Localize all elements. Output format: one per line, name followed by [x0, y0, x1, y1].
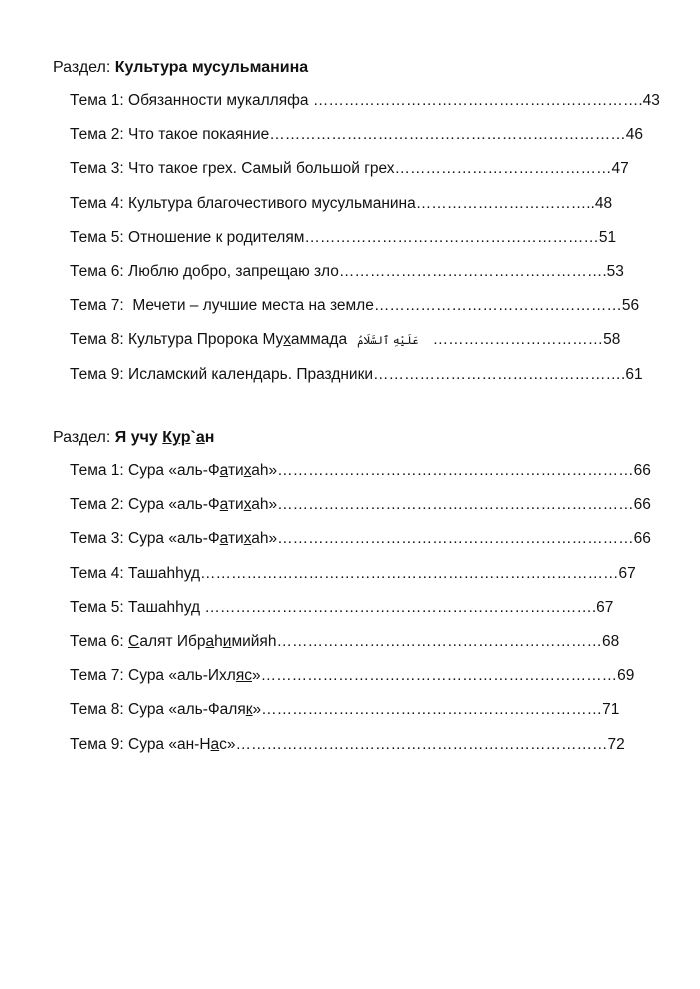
- toc-dot-leader: …………………………………………………: [304, 228, 599, 246]
- toc-topic-number: Тема 9: [70, 735, 120, 753]
- toc-title-part: Сура «аль-Фаля: [128, 701, 246, 719]
- toc-dot-leader: ……………………………………………………………: [277, 530, 634, 548]
- toc-title-part: Культура благочестивого мусульманина: [128, 194, 416, 212]
- toc-separator: :: [119, 530, 129, 548]
- toc-title-part: Сура «ан-Н: [128, 735, 211, 753]
- section-title-part: Я учу: [114, 429, 163, 446]
- toc-dot-leader: ……………………………: [432, 331, 604, 349]
- toc-dot-leader: ……………………………………: [394, 160, 612, 178]
- toc-dot-leader: …………………………………………: [373, 297, 622, 315]
- toc-separator: :: [119, 667, 129, 685]
- toc-topic-number: Тема 6: [70, 262, 120, 280]
- toc-entry[interactable]: [70, 563, 700, 597]
- toc-page-number: 69: [617, 667, 635, 685]
- toc-topic-number: Тема 7: [70, 667, 120, 685]
- toc-title-part: х: [243, 462, 252, 479]
- toc-separator: :: [119, 194, 129, 212]
- toc-entry[interactable]: [70, 631, 700, 665]
- toc-page-number: 56: [621, 297, 640, 315]
- toc-page-number: 66: [633, 462, 651, 479]
- toc-dot-leader: ………………………………………………………………: [235, 735, 608, 753]
- toc-separator: :: [119, 496, 129, 514]
- toc-dot-leader: ……………………………………………………….: [312, 92, 643, 109]
- toc-topic-number: Тема 2: [70, 496, 120, 514]
- toc-title-part: ти: [227, 496, 244, 514]
- toc-title-part: С: [128, 632, 140, 650]
- toc-separator: :: [119, 462, 129, 479]
- toc-separator: :: [119, 331, 129, 349]
- section-title: [115, 59, 308, 76]
- toc-separator: :: [119, 160, 129, 178]
- toc-dot-leader: ……………………………………………………………: [260, 667, 618, 685]
- toc-dot-leader: ……………………………..: [415, 194, 595, 212]
- toc-topic-number: Тема 4: [70, 194, 120, 212]
- toc-topic-number: Тема 8: [70, 701, 120, 719]
- toc-title-part: Что такое грех. Самый большой грех: [128, 160, 395, 178]
- toc-topic-number: Тема 9: [70, 365, 120, 383]
- toc-separator: :: [119, 598, 129, 616]
- toc-title-part: с»: [219, 735, 236, 753]
- toc-entry[interactable]: [70, 665, 700, 699]
- toc-entry[interactable]: [70, 124, 700, 158]
- section-label: Раздел:: [53, 429, 115, 446]
- toc-topic-number: Тема 2: [70, 126, 120, 144]
- toc-title-part: Сура «аль-Ф: [128, 530, 220, 548]
- toc-title-part: алят Ибр: [139, 632, 206, 650]
- toc-title-part: х: [283, 331, 291, 349]
- section-title-part: Кур: [162, 429, 191, 446]
- toc-page-number: 71: [602, 701, 620, 719]
- toc-title-part: Люблю добро, запрещаю зло: [128, 262, 339, 280]
- toc-title-part: »: [251, 667, 261, 685]
- toc-separator: :: [119, 564, 129, 582]
- toc-entry[interactable]: [70, 528, 700, 562]
- toc-topic-number: Тема 4: [70, 564, 120, 582]
- section-title-part: а: [195, 429, 205, 446]
- toc-dot-leader: ………………………………………………………: [276, 632, 602, 650]
- toc-topic-number: Тема 5: [70, 228, 120, 246]
- section-label: Раздел:: [53, 59, 115, 76]
- toc-title-part: Сура «аль-Ф: [128, 462, 220, 479]
- toc-separator: :: [119, 701, 129, 719]
- toc-entry[interactable]: [70, 158, 700, 192]
- toc-title-part: и: [222, 632, 232, 650]
- toc-section: [0, 426, 700, 768]
- toc-separator: :: [119, 92, 129, 109]
- toc-separator: :: [119, 262, 129, 280]
- toc-page-number: 66: [633, 530, 651, 548]
- toc-title-part: аh»: [251, 462, 278, 479]
- toc-title-part: Отношение к родителям: [128, 228, 305, 246]
- toc-title-part: Мечети – лучшие места на земле: [132, 297, 374, 315]
- toc-entry[interactable]: [70, 460, 700, 494]
- toc-separator: :: [119, 126, 129, 144]
- toc-dot-leader: ……………………………………………………………: [277, 462, 634, 479]
- toc-title-part: ти: [227, 462, 244, 479]
- toc-topic-number: Тема 1: [70, 92, 120, 109]
- toc-title-part: мийяh: [231, 632, 277, 650]
- toc-topic-number: Тема 6: [70, 632, 120, 650]
- arabic-honorific: عَلَيْهِ ٱلسَّلَامُ: [357, 334, 419, 348]
- toc-title-part: Сура «аль-Ихл: [128, 667, 236, 685]
- section-title-part: Культура мусульманина: [114, 59, 309, 76]
- toc-topic-number: Тема 5: [70, 598, 120, 616]
- toc-title-part: Культура Пророка Му: [128, 331, 284, 349]
- toc-title-part: к: [245, 701, 253, 719]
- section-heading: [53, 426, 700, 450]
- toc-section: [0, 56, 700, 398]
- toc-entry[interactable]: [70, 494, 700, 528]
- toc-separator: :: [119, 365, 129, 383]
- toc-topic-number: Тема 3: [70, 530, 120, 548]
- toc-separator: :: [119, 735, 129, 753]
- toc-dot-leader: ………………………………………………………………………: [200, 564, 619, 582]
- toc-title-part: а: [219, 530, 228, 548]
- toc-entry[interactable]: [70, 90, 700, 124]
- toc-entry[interactable]: [70, 329, 700, 363]
- toc-page-number: 46: [625, 126, 644, 144]
- toc-page-number: 67: [596, 598, 614, 616]
- toc-title-part: а: [219, 496, 228, 514]
- toc-entry[interactable]: [70, 597, 700, 631]
- toc-topic-number: Тема 1: [70, 462, 120, 479]
- toc-entry[interactable]: [70, 261, 700, 295]
- toc-dot-leader: ……………………………………………………………: [277, 496, 634, 514]
- toc-dot-leader: ………………………………………….: [373, 365, 626, 383]
- toc-page-number: 58: [603, 331, 621, 349]
- toc-separator: :: [119, 297, 133, 315]
- toc-page-number: 72: [607, 735, 625, 753]
- toc-title-part: х: [243, 496, 252, 514]
- toc-title-part: h: [214, 632, 223, 650]
- toc-page-number: 51: [598, 228, 617, 246]
- toc-page-number: 48: [594, 194, 613, 212]
- toc-topic-number: Тема 7: [70, 297, 120, 315]
- toc-title-part: Сура «аль-Ф: [128, 496, 220, 514]
- toc-title-part: Обязанности мукалляфа: [128, 92, 313, 109]
- toc-page-number: 61: [625, 365, 643, 383]
- section-title-part: `: [190, 429, 196, 446]
- toc-page-number: 47: [611, 160, 629, 178]
- section-heading: [53, 56, 700, 80]
- toc-page-number: 67: [618, 564, 636, 582]
- toc-entry[interactable]: [70, 734, 700, 768]
- toc-title-part: х: [243, 530, 252, 548]
- section-title-part: н: [204, 429, 215, 446]
- toc-entry[interactable]: [70, 193, 700, 227]
- toc-dot-leader: ……………………………………………………………: [269, 126, 626, 144]
- toc-title-part: аh»: [251, 530, 278, 548]
- toc-title-part: ти: [227, 530, 244, 548]
- toc-dot-leader: …………………………………………………………: [261, 701, 603, 719]
- toc-separator: :: [119, 228, 129, 246]
- toc-title-part: Ташаhhуд: [128, 564, 201, 582]
- toc-entry[interactable]: [70, 699, 700, 733]
- toc-title-part: »: [252, 701, 262, 719]
- toc-entry[interactable]: [70, 364, 700, 398]
- toc-entry[interactable]: [70, 295, 700, 329]
- toc-topic-number: Тема 3: [70, 160, 120, 178]
- toc-page-number: 68: [601, 632, 620, 650]
- toc-title-part: аммада: [290, 331, 348, 349]
- toc-topic-number: Тема 8: [70, 331, 120, 349]
- toc-page-number: 43: [642, 92, 660, 109]
- toc-list: [0, 460, 700, 768]
- toc-page-number: 66: [633, 496, 651, 514]
- toc-title-part: Ташаhhуд: [128, 598, 205, 616]
- toc-title-part: а: [219, 462, 228, 479]
- toc-list: [0, 90, 700, 398]
- toc-title-part: Что такое покаяние: [128, 126, 270, 144]
- toc-title-part: аh»: [251, 496, 278, 514]
- toc-dot-leader: ………………………………………………………………….: [204, 598, 597, 616]
- section-title: [115, 429, 215, 446]
- toc-separator: :: [119, 632, 129, 650]
- toc-title-part: яс: [235, 667, 252, 685]
- toc-page-number: 53: [606, 262, 624, 280]
- toc-dot-leader: …………………………………………….: [338, 262, 607, 280]
- toc-title-part: а: [205, 632, 215, 650]
- toc-title-part: а: [210, 735, 220, 753]
- toc-title-part: Исламский календарь. Праздники: [128, 365, 374, 383]
- toc-entry[interactable]: [70, 227, 700, 261]
